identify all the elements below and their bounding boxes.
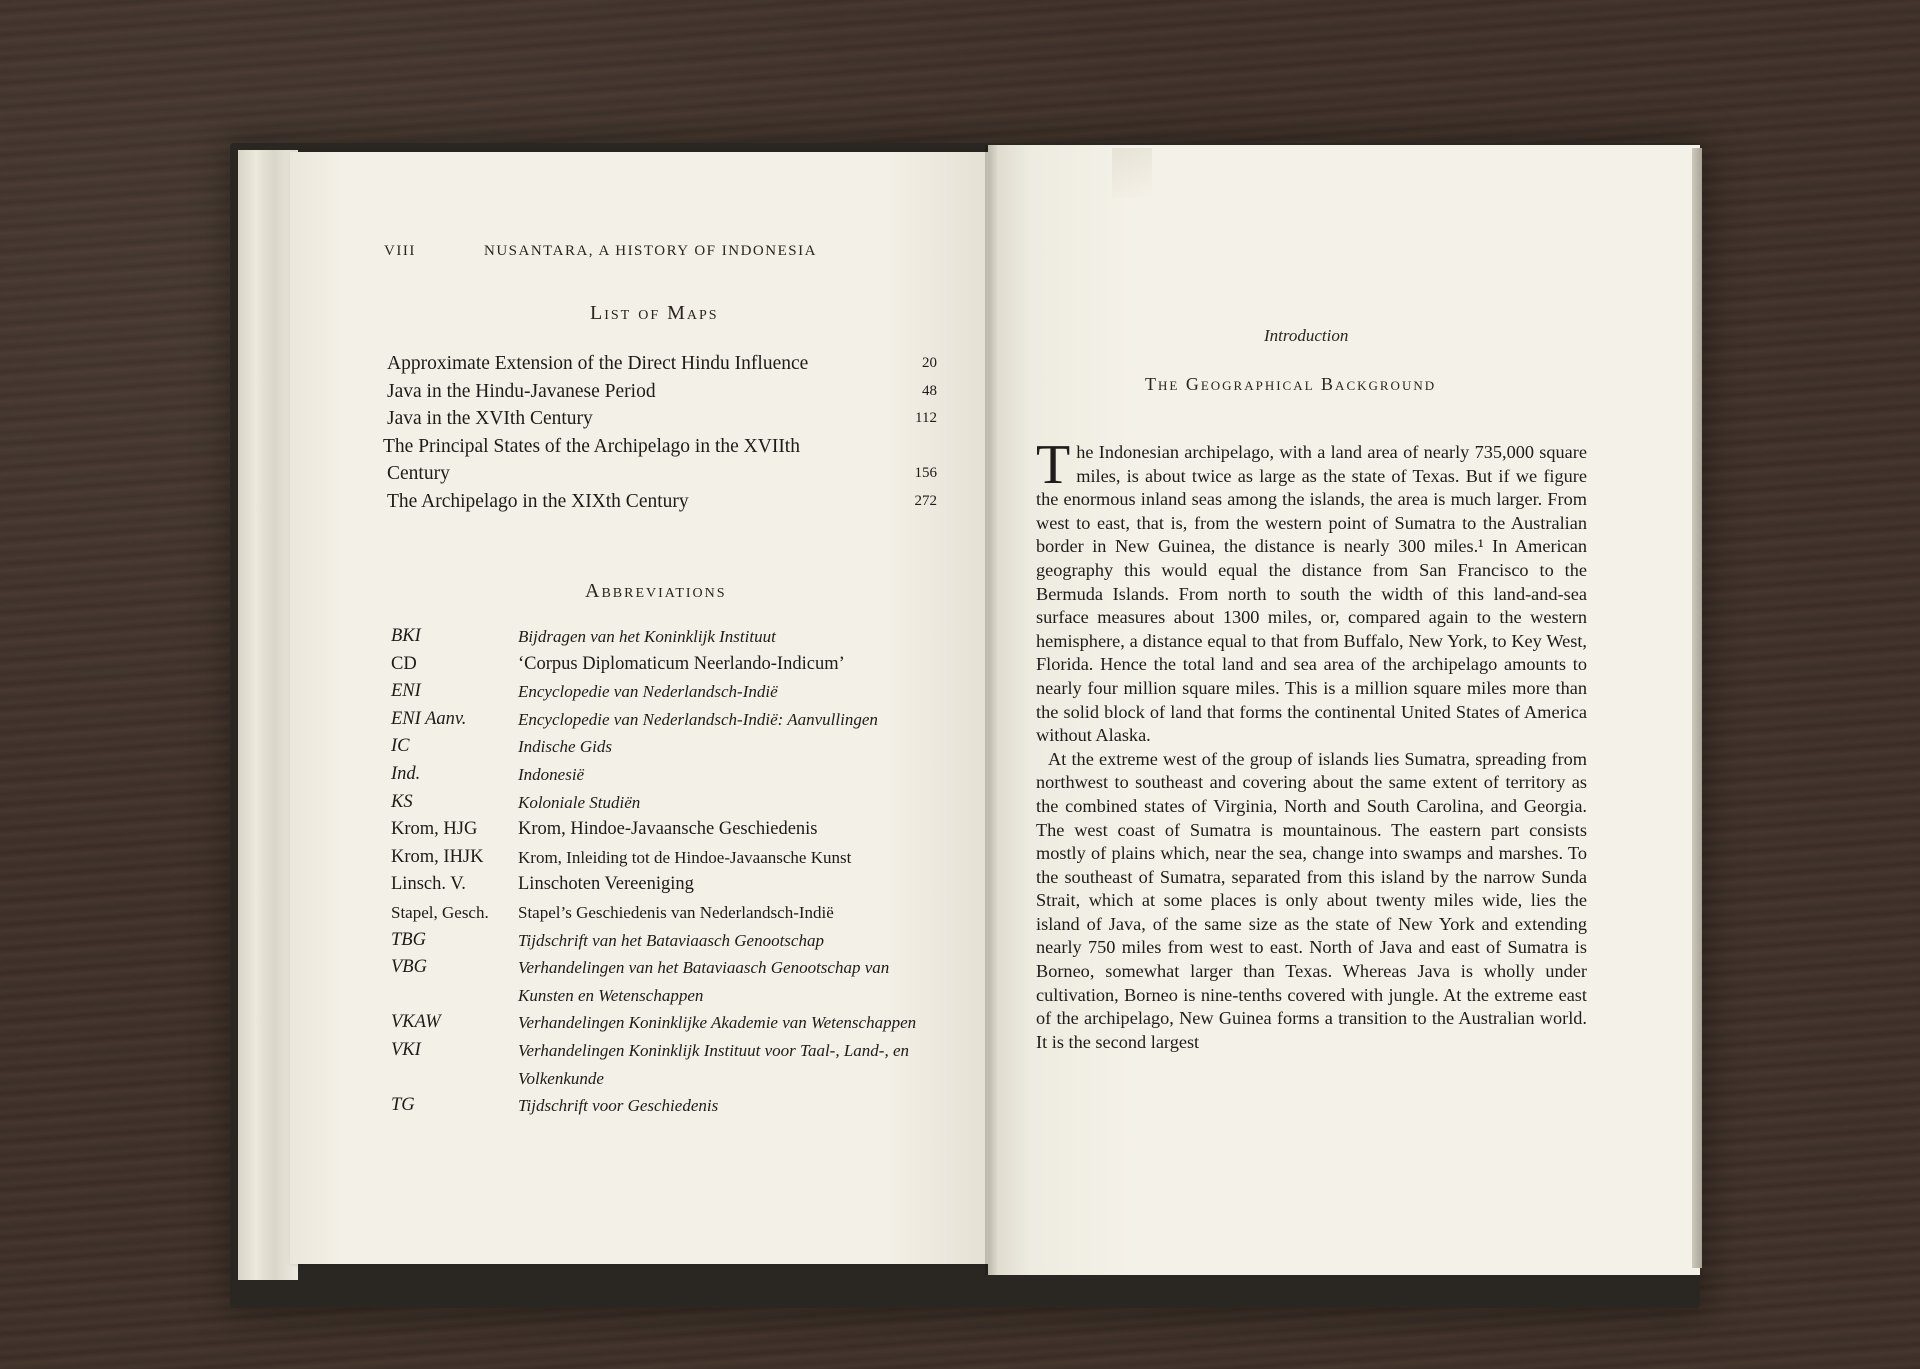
- abbreviation-entry: [391, 1037, 951, 1092]
- abbreviation-entry: [391, 871, 951, 899]
- map-page: 112: [915, 410, 937, 426]
- abbreviation-value: Linschoten Vereeniging: [518, 874, 694, 895]
- paragraph: At the extreme west of the group of islands lies Sumatra, spreading from northwest to southeast and covering about the same extent of territory as the combined states of Virginia, North and South Carolina, and Georgia. The west coast of Sumatra is mountainous. The eastern part consists mostly of plains which, near the sea, change into swamps and marshes. To the southeast of Sumatra, separated from this island by the narrow Sunda Strait, which at some places is only about twenty miles wide, lies the island of Java, of the same size as the state of New York and extending nearly 750 miles from west to east. North of Java and east of Sumatra is Borneo, somewhat larger than Texas. Whereas Java is wholly under cultivation, Borneo is nine-tenths covered with jungle. At the extreme east of the archipelago, New Guinea forms a transition to the Australian world. It is the second largest: [1036, 748, 1587, 1052]
- map-page: 48: [922, 382, 937, 399]
- paragraph-text: he Indonesian archipelago, with a land area of nearly 735,000 square miles, is about twice as large as the state of Texas. But if we figure the enormous inland seas among the islands, the area is much larger. From west to east, that is, from the western point of Sumatra to the Australian border in New Guinea, the distance is nearly 300 miles.¹ In American geography this would equal the distance from San Francisco to the Bermuda Islands. From north to south the width of this land-and-sea surface measures about 1300 miles, or, compared again to the western hemisphere, a distance equal to that from Buffalo, New York, to Key West, Florida. Hence the total land and sea area of the archipelago amounts to nearly four million square miles. This is a million square miles more than the solid block of land that forms the continental United States of America without Alaska.: [1036, 442, 1587, 746]
- abbreviations-list: [391, 623, 951, 1120]
- abbreviation-entry: [391, 678, 951, 706]
- maps-heading: List of Maps: [590, 302, 719, 324]
- map-entry: [383, 433, 937, 488]
- map-title: The Principal States of the Archipelago in the XVIIth Century: [383, 435, 800, 484]
- abbreviation-value: ‘Corpus Diplomaticum Neerlando-Indicum’: [518, 653, 845, 674]
- abbreviations-heading: Abbreviations: [585, 580, 727, 602]
- abbreviation-entry: [391, 954, 951, 1009]
- page-number: VIII: [384, 243, 416, 259]
- body-text: [1036, 434, 1587, 1054]
- map-title: Java in the Hindu-Javanese Period: [387, 380, 656, 402]
- abbreviation-entry: [391, 1009, 951, 1037]
- abbreviation-entry: [391, 927, 951, 955]
- abbreviation-key: Ind.: [391, 763, 421, 784]
- paragraph: [1036, 434, 1587, 748]
- abbreviation-value: Stapel’s Geschiedenis van Nederlandsch-Indië: [518, 902, 834, 922]
- drop-cap: T: [1036, 434, 1071, 496]
- page-tear: [1112, 148, 1152, 198]
- map-title: Approximate Extension of the Direct Hindu Influence: [387, 353, 809, 374]
- abbreviation-key: VKAW: [391, 1012, 441, 1033]
- abbreviation-entry: [391, 733, 951, 761]
- map-entry: [387, 378, 937, 406]
- map-entry: [387, 488, 937, 516]
- abbreviation-entry: [391, 789, 951, 817]
- abbreviation-value: Indonesië: [518, 764, 585, 784]
- abbreviation-entry: [391, 899, 951, 927]
- abbreviation-key: KS: [391, 791, 413, 812]
- abbreviation-value: Verhandelingen Koninklijke Akademie van Wetenschappen: [518, 1013, 917, 1033]
- abbreviation-key: Linsch. V.: [391, 874, 466, 895]
- abbreviation-key: CD: [391, 653, 417, 674]
- map-page: 20: [922, 355, 937, 371]
- map-page: 156: [914, 465, 937, 481]
- abbreviation-key: Krom, HJG: [391, 819, 478, 840]
- section-heading: The Geographical Background: [1145, 374, 1437, 394]
- abbreviation-key: TBG: [391, 929, 426, 950]
- abbreviation-value: Krom, Inleiding tot de Hindoe-Javaansche Kunst: [518, 847, 852, 867]
- abbreviation-value: Verhandelingen van het Bataviaasch Genootschap van Kunsten en Wetenschappen: [518, 958, 890, 1005]
- abbreviation-entry: [391, 761, 951, 789]
- abbreviation-value: Encyclopedie van Nederlandsch-Indië: Aanvullingen: [518, 709, 878, 729]
- abbreviation-value: Verhandelingen Koninklijk Instituut voor Taal-, Land-, en Volkenkunde: [518, 1040, 909, 1088]
- running-title: NUSANTARA, A HISTORY OF INDONESIA: [484, 243, 817, 259]
- abbreviation-key: Krom, IHJK: [391, 846, 484, 867]
- abbreviation-key: TG: [391, 1095, 415, 1116]
- abbreviation-entry: [391, 816, 951, 844]
- abbreviation-value: Koloniale Studiën: [518, 792, 641, 812]
- abbreviation-key: IC: [391, 736, 410, 757]
- book-gutter: [985, 145, 997, 1275]
- abbreviation-value: Krom, Hindoe-Javaansche Geschiedenis: [518, 819, 818, 840]
- map-title: The Archipelago in the XIXth Century: [387, 490, 689, 512]
- map-entry: [387, 405, 937, 433]
- abbreviation-entry: [391, 623, 951, 651]
- running-head: [384, 243, 844, 260]
- map-entry: [387, 350, 937, 378]
- abbreviation-value: Bijdragen van het Koninklijk Instituut: [518, 627, 776, 646]
- abbreviation-value: Tijdschrift van het Bataviaasch Genootschap: [518, 930, 824, 950]
- abbreviation-value: Indische Gids: [518, 737, 612, 757]
- abbreviation-entry: [391, 706, 951, 734]
- page-block-edge: [238, 150, 298, 1280]
- abbreviation-value: Encyclopedie van Nederlandsch-Indië: [518, 682, 778, 702]
- maps-list: [383, 350, 937, 515]
- abbreviation-key: ENI Aanv.: [391, 708, 467, 729]
- abbreviation-entry: [391, 1092, 951, 1120]
- abbreviation-key: BKI: [391, 626, 421, 646]
- map-title: Java in the XVIth Century: [387, 408, 593, 429]
- abbreviation-entry: [391, 651, 951, 679]
- chapter-label: Introduction: [1264, 326, 1349, 345]
- abbreviation-key: ENI: [391, 681, 421, 702]
- abbreviation-value: Tijdschrift voor Geschiedenis: [518, 1096, 719, 1116]
- abbreviation-key: Stapel, Gesch.: [391, 902, 489, 922]
- abbreviation-key: VBG: [391, 957, 427, 978]
- right-page-edge: [1692, 148, 1702, 1268]
- abbreviation-key: VKI: [391, 1039, 421, 1060]
- map-page: 272: [914, 492, 937, 509]
- abbreviation-entry: [391, 844, 951, 872]
